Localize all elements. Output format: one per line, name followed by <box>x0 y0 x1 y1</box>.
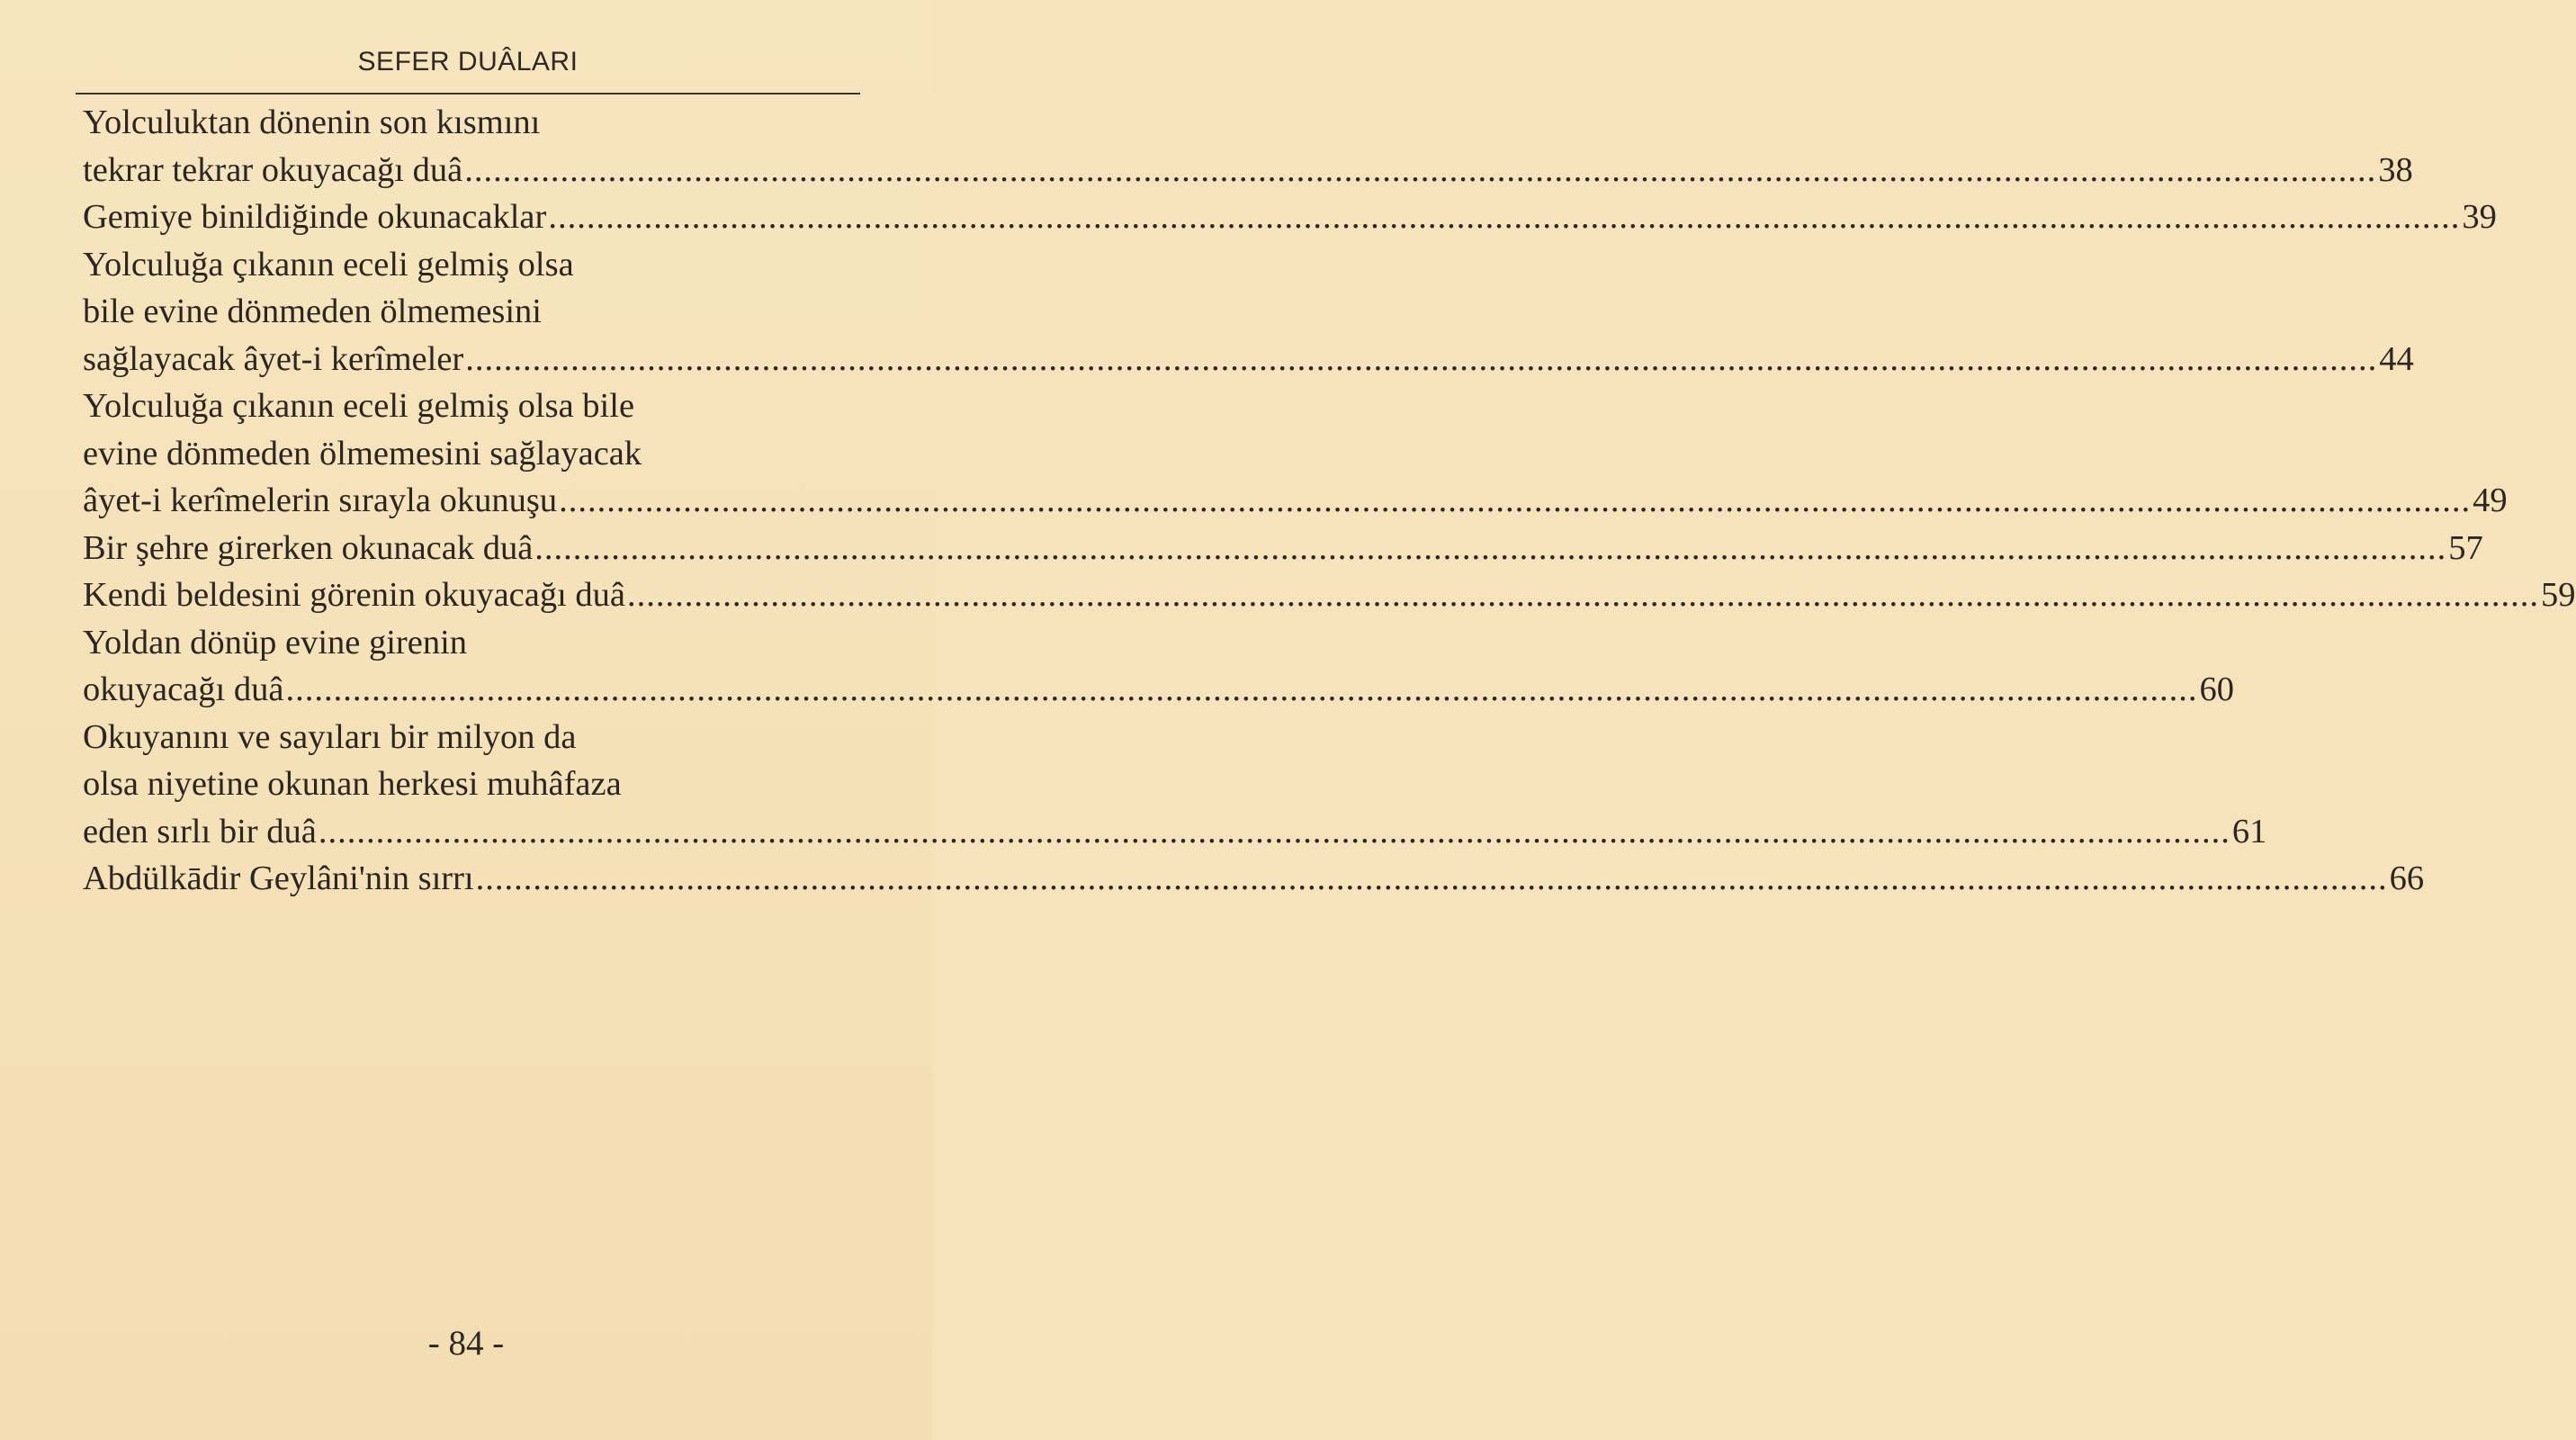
toc-entry <box>83 99 2413 194</box>
toc-entry <box>83 714 2267 856</box>
toc-entry-title: Yolculuğa çıkanın eceli gelmiş olsa bile <box>83 387 635 425</box>
toc-page-number: 57 <box>2448 528 2483 567</box>
toc-entry <box>83 855 2425 903</box>
toc-entry <box>83 525 2483 572</box>
toc-page-number: 44 <box>2379 339 2414 378</box>
toc-entry-title: Yolculuktan dönenin son kısmını <box>83 104 541 141</box>
toc-entry <box>83 382 2508 525</box>
toc-entry-line <box>83 855 2425 903</box>
toc-entry <box>83 194 2497 241</box>
toc-page-number: 38 <box>2378 150 2413 189</box>
toc-page-number: 66 <box>2389 860 2425 897</box>
toc-entry-title: tekrar tekrar okuyacağı duâ <box>83 150 463 189</box>
toc-entry-line <box>83 382 830 430</box>
dot-leader: ........................................................................................................................................................................................................ <box>475 860 2388 897</box>
toc-entry-title: Gemiye binildiğinde okunacaklar <box>83 198 547 236</box>
toc-entry-title: âyet-i kerîmelerin sırayla okunuşu <box>83 482 558 519</box>
toc-entry-title: Abdülkādir Geylâni'nin sırrı <box>83 860 474 897</box>
header-rule <box>76 93 860 94</box>
toc-entry <box>83 619 2234 714</box>
toc-entry-title: olsa niyetine okunan herkesi muhâfaza <box>83 765 622 803</box>
toc-page-number: 49 <box>2473 482 2508 519</box>
toc-entry-title: eden sırlı bir duâ <box>83 812 317 850</box>
dot-leader: ........................................................................................................................................................................................................ <box>318 812 2230 850</box>
toc-entry <box>83 241 2414 383</box>
dot-leader: ........................................................................................................................................................................................................ <box>464 150 2377 189</box>
dot-leader: ........................................................................................................................................................................................................ <box>559 482 2472 519</box>
toc-page-number: 61 <box>2231 812 2267 850</box>
toc-entry-title: Okuyanını ve sayıları bir milyon da <box>83 717 577 756</box>
toc-entry-title: Kendi beldesini görenin okuyacağı duâ <box>83 576 625 614</box>
toc-entry-line <box>83 714 830 761</box>
toc-entry-line <box>83 194 2497 241</box>
dot-leader: ........................................................................................................................................................................................................ <box>534 528 2447 567</box>
table-of-contents <box>83 99 2576 903</box>
toc-entry-title: Yoldan dönüp evine girenin <box>83 623 468 662</box>
toc-entry-title: bile evine dönmeden ölmemesini <box>83 292 542 330</box>
toc-entry-line <box>83 336 2414 383</box>
toc-entry-title: evine dönmeden ölmemesini sağlayacak <box>83 434 642 472</box>
toc-page-number: 60 <box>2199 670 2234 708</box>
toc-entry-line <box>83 572 2576 619</box>
toc-entry-title: okuyacağı duâ <box>83 670 284 708</box>
running-header: SEFER DUÂLARI <box>357 47 579 76</box>
toc-entry-line <box>83 430 830 478</box>
dot-leader: ........................................................................................................................................................................................................ <box>465 339 2378 378</box>
toc-page-number: 59 <box>2541 576 2576 614</box>
dot-leader: ........................................................................................................................................................................................................ <box>627 576 2539 614</box>
toc-entry-line <box>83 147 2413 194</box>
toc-entry <box>83 572 2576 619</box>
dot-leader: ........................................................................................................................................................................................................ <box>285 670 2198 708</box>
toc-entry-line <box>83 808 2267 856</box>
toc-entry-line <box>83 666 2234 714</box>
toc-entry-title: sağlayacak âyet-i kerîmeler <box>83 339 464 378</box>
toc-entry-line <box>83 288 830 336</box>
toc-entry-line <box>83 619 830 667</box>
page-number: - 84 - <box>427 1324 505 1363</box>
toc-entry-line <box>83 760 830 808</box>
toc-entry-line <box>83 477 2508 525</box>
dot-leader: ........................................................................................................................................................................................................ <box>548 198 2461 236</box>
toc-entry-line <box>83 525 2483 572</box>
toc-page-number: 39 <box>2462 198 2497 236</box>
toc-entry-title: Bir şehre girerken okunacak duâ <box>83 528 534 567</box>
toc-entry-line <box>83 99 830 147</box>
toc-entry-title: Yolculuğa çıkanın eceli gelmiş olsa <box>83 245 574 284</box>
toc-entry-line <box>83 241 830 289</box>
